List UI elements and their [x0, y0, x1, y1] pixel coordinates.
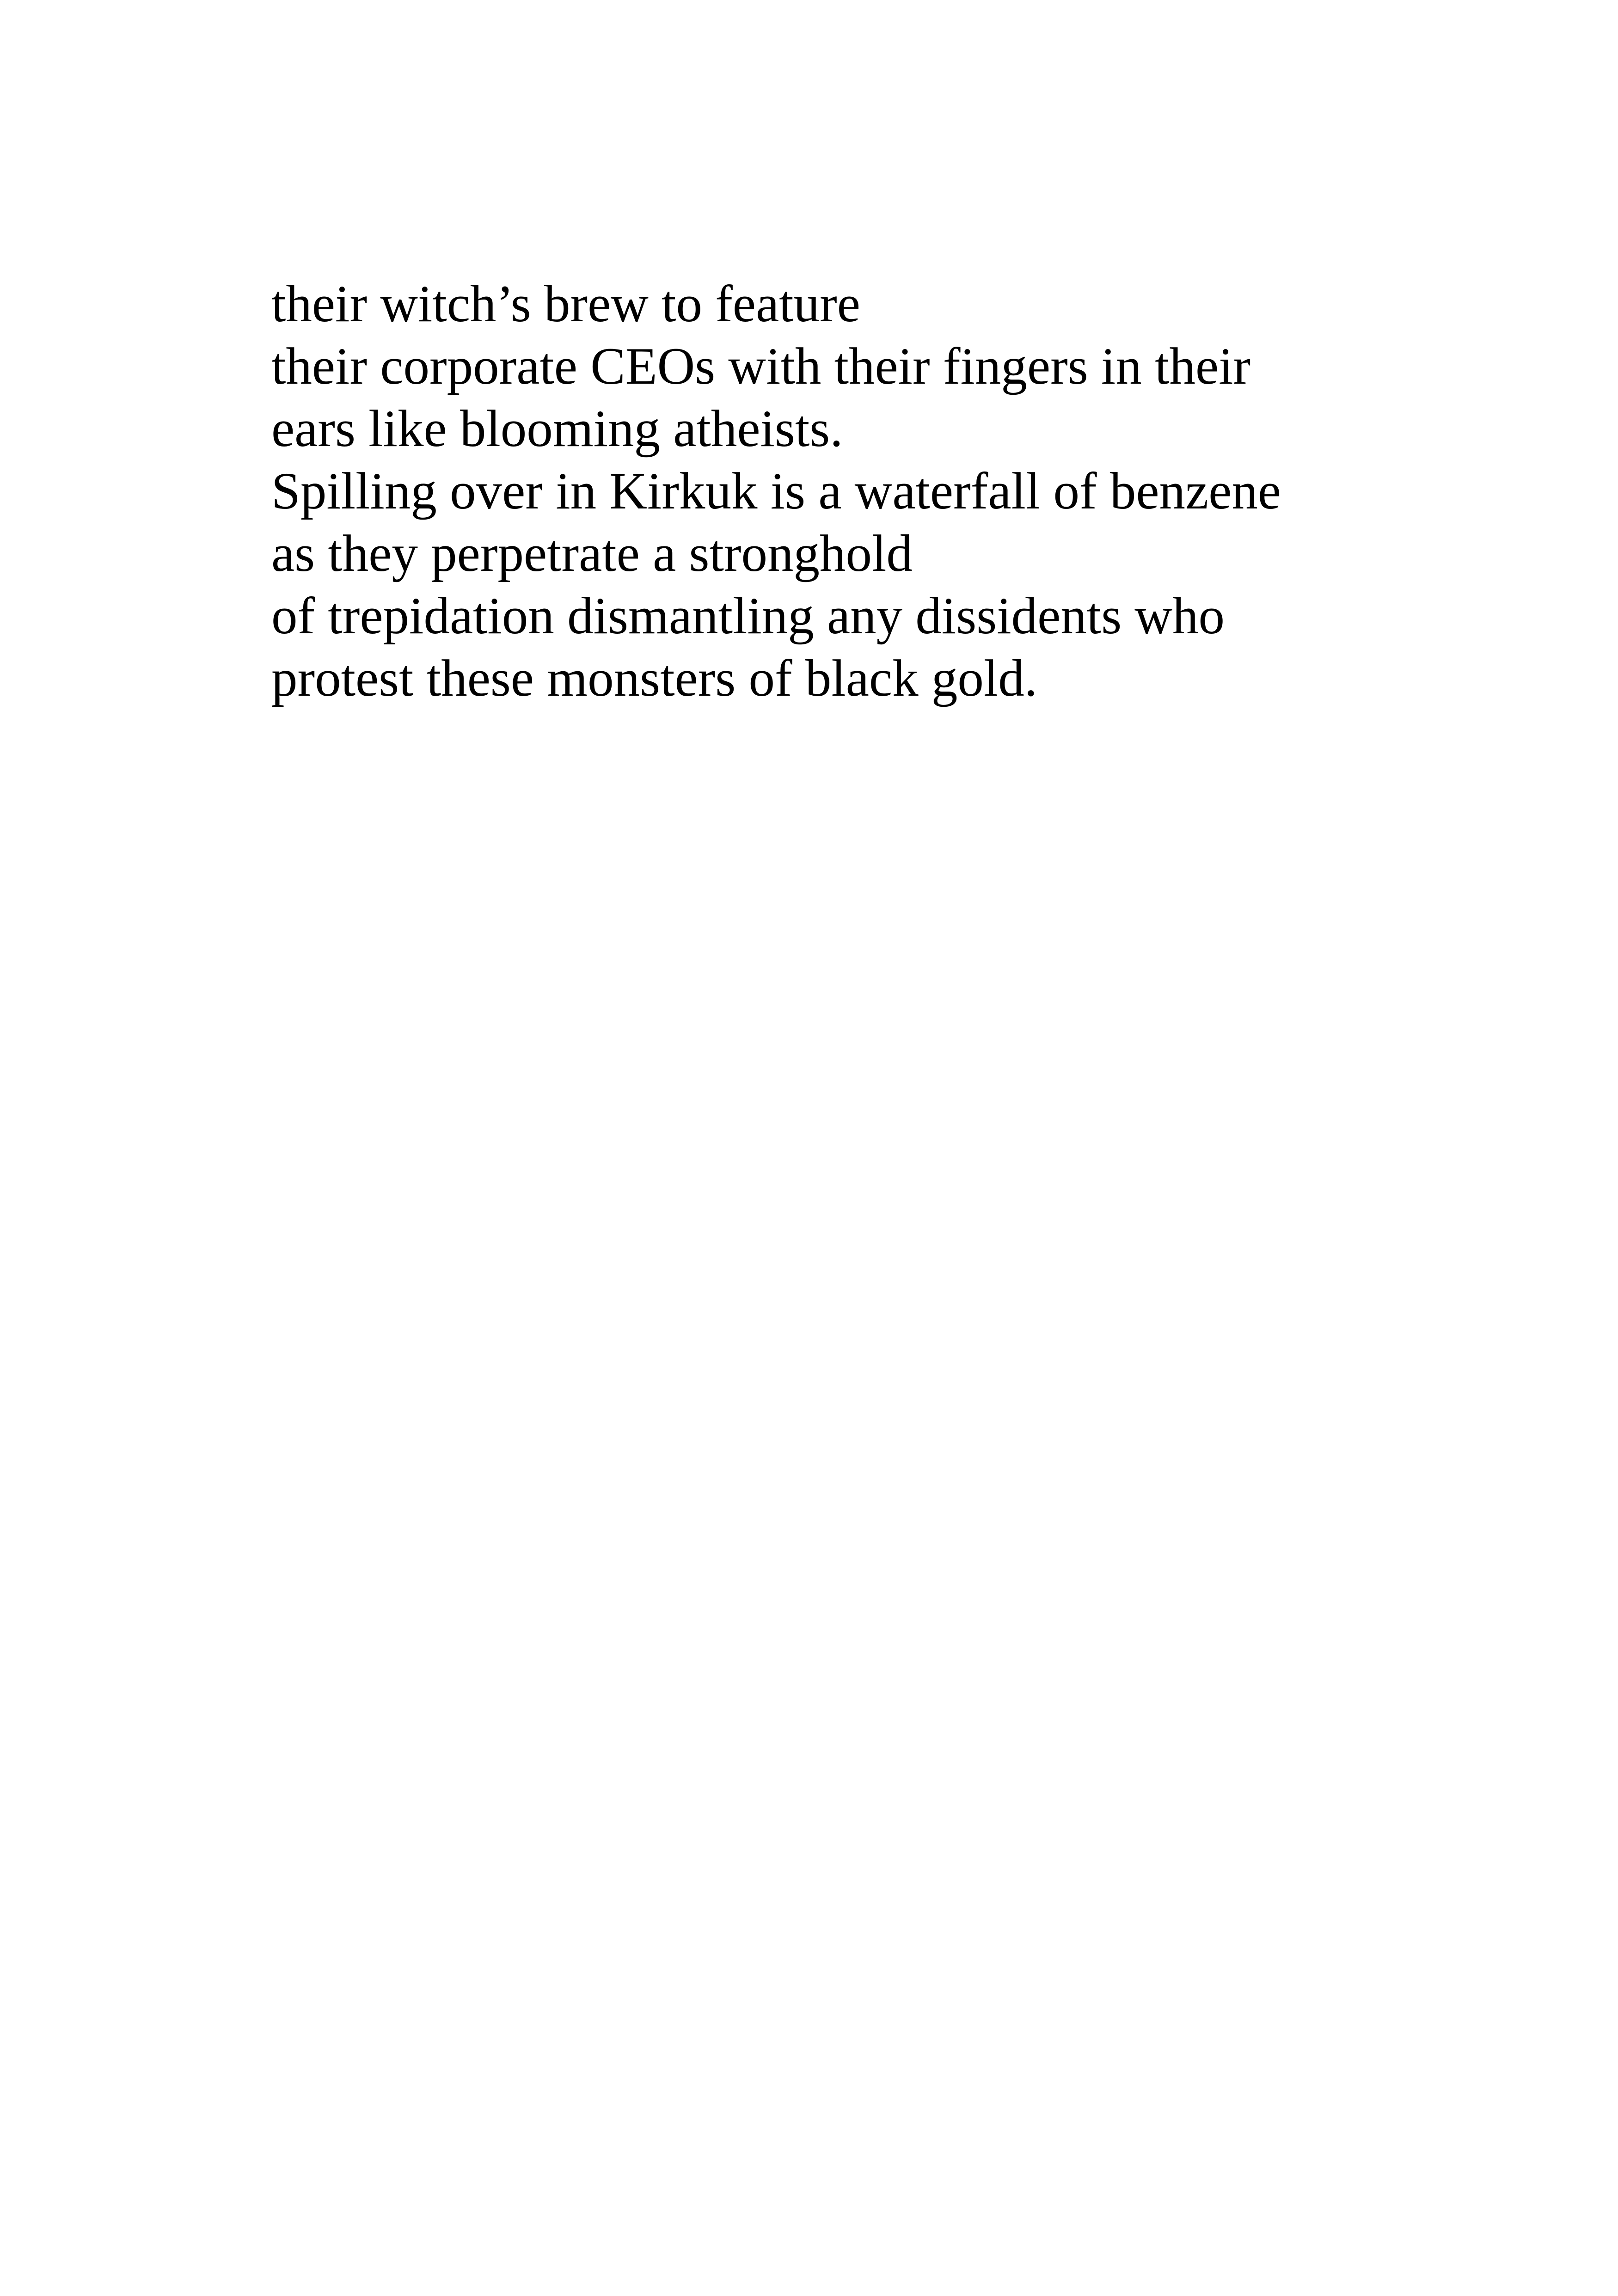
poem-line: protest these monsters of black gold. — [271, 649, 1037, 707]
poem-line: of trepidation dismantling any dissidents who — [271, 587, 1225, 645]
poem-line: their corporate CEOs with their fingers in their — [271, 337, 1251, 395]
poem-line: ears like blooming atheists. — [271, 400, 843, 458]
poem-line: their witch’s brew to feature — [271, 275, 860, 333]
poem-line: as they perpetrate a stronghold — [271, 525, 913, 582]
poem-text-block — [271, 273, 1381, 710]
poem-line: Spilling over in Kirkuk is a waterfall of benzene — [271, 462, 1281, 520]
